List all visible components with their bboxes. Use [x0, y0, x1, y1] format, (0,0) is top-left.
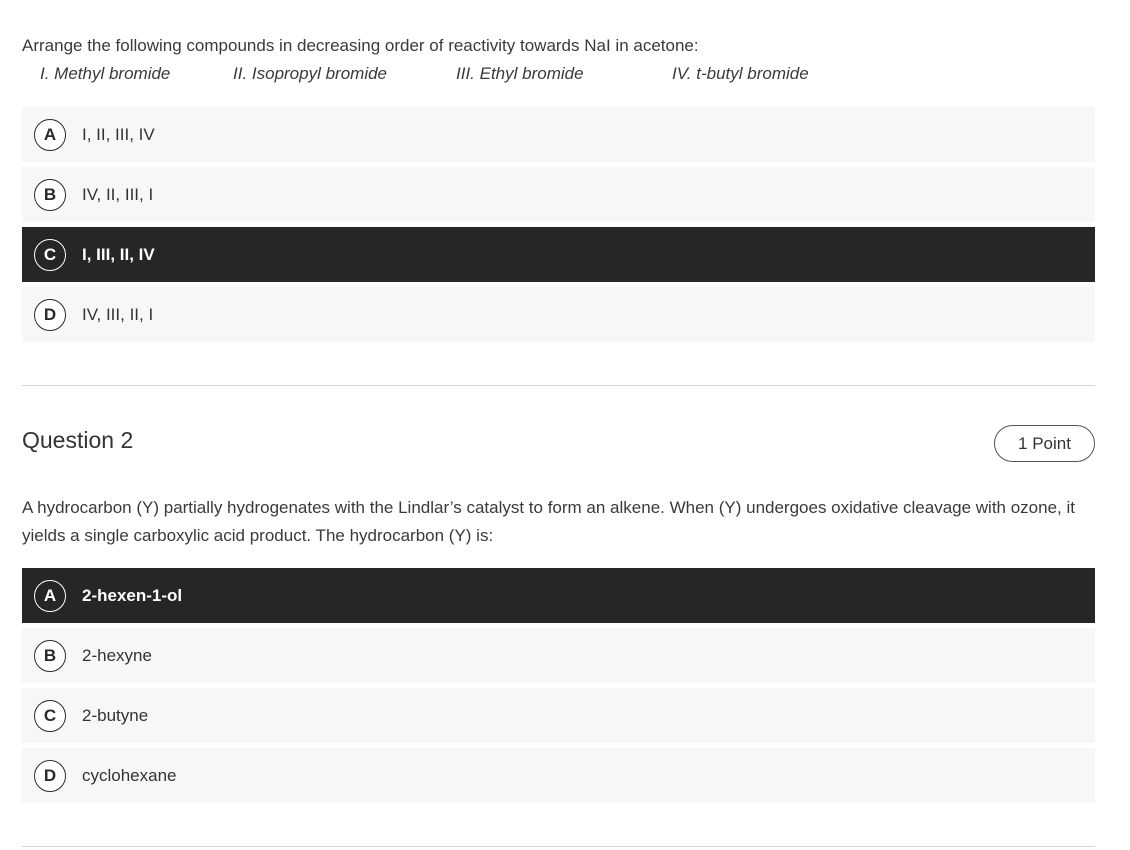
compound-item: IV. t-butyl bromide	[672, 64, 809, 83]
option-letter-badge: C	[34, 239, 66, 271]
option-label: IV, II, III, I	[82, 184, 154, 204]
compound-item: III. Ethyl bromide	[456, 64, 584, 83]
option-label: IV, III, II, I	[82, 304, 154, 324]
q1-option-d[interactable]	[22, 287, 1095, 342]
q2-option-a[interactable]	[22, 568, 1095, 623]
q2-option-c[interactable]	[22, 688, 1095, 743]
question-divider	[22, 385, 1095, 386]
q1-option-a[interactable]	[22, 107, 1095, 162]
compound-item: II. Isopropyl bromide	[233, 64, 388, 83]
q1-option-c[interactable]	[22, 227, 1095, 282]
option-letter-badge: B	[34, 640, 66, 672]
option-letter-badge: D	[34, 299, 66, 331]
option-label: 2-hexyne	[82, 645, 152, 665]
option-letter-badge: A	[34, 119, 66, 151]
option-letter-badge: A	[34, 580, 66, 612]
option-label: I, II, III, IV	[82, 124, 155, 144]
question-divider	[22, 846, 1095, 847]
option-label: 2-hexen-1-ol	[82, 585, 183, 605]
q2-option-b[interactable]	[22, 628, 1095, 683]
q1-option-b[interactable]	[22, 167, 1095, 222]
points-badge: 1 Point	[994, 425, 1095, 462]
option-letter-badge: C	[34, 700, 66, 732]
option-label: cyclohexane	[82, 765, 177, 785]
question-2-title: Question 2	[22, 427, 134, 453]
question-2-prompt: A hydrocarbon (Y) partially hydrogenates with the Lindlar’s catalyst to form an alkene. When (Y) undergoes oxidative cleavage with ozone, it yields a single carboxylic acid product. The hydrocarbon (Y) is:	[22, 498, 1075, 545]
option-label: 2-butyne	[82, 705, 149, 725]
compound-list	[0, 64, 1130, 86]
option-letter-badge: B	[34, 179, 66, 211]
q2-option-d[interactable]	[22, 748, 1095, 803]
option-label: I, III, II, IV	[82, 244, 155, 264]
option-letter-badge: D	[34, 760, 66, 792]
question-1-prompt: Arrange the following compounds in decreasing order of reactivity towards NaI in acetone:	[22, 36, 699, 55]
compound-item: I. Methyl bromide	[40, 64, 171, 83]
